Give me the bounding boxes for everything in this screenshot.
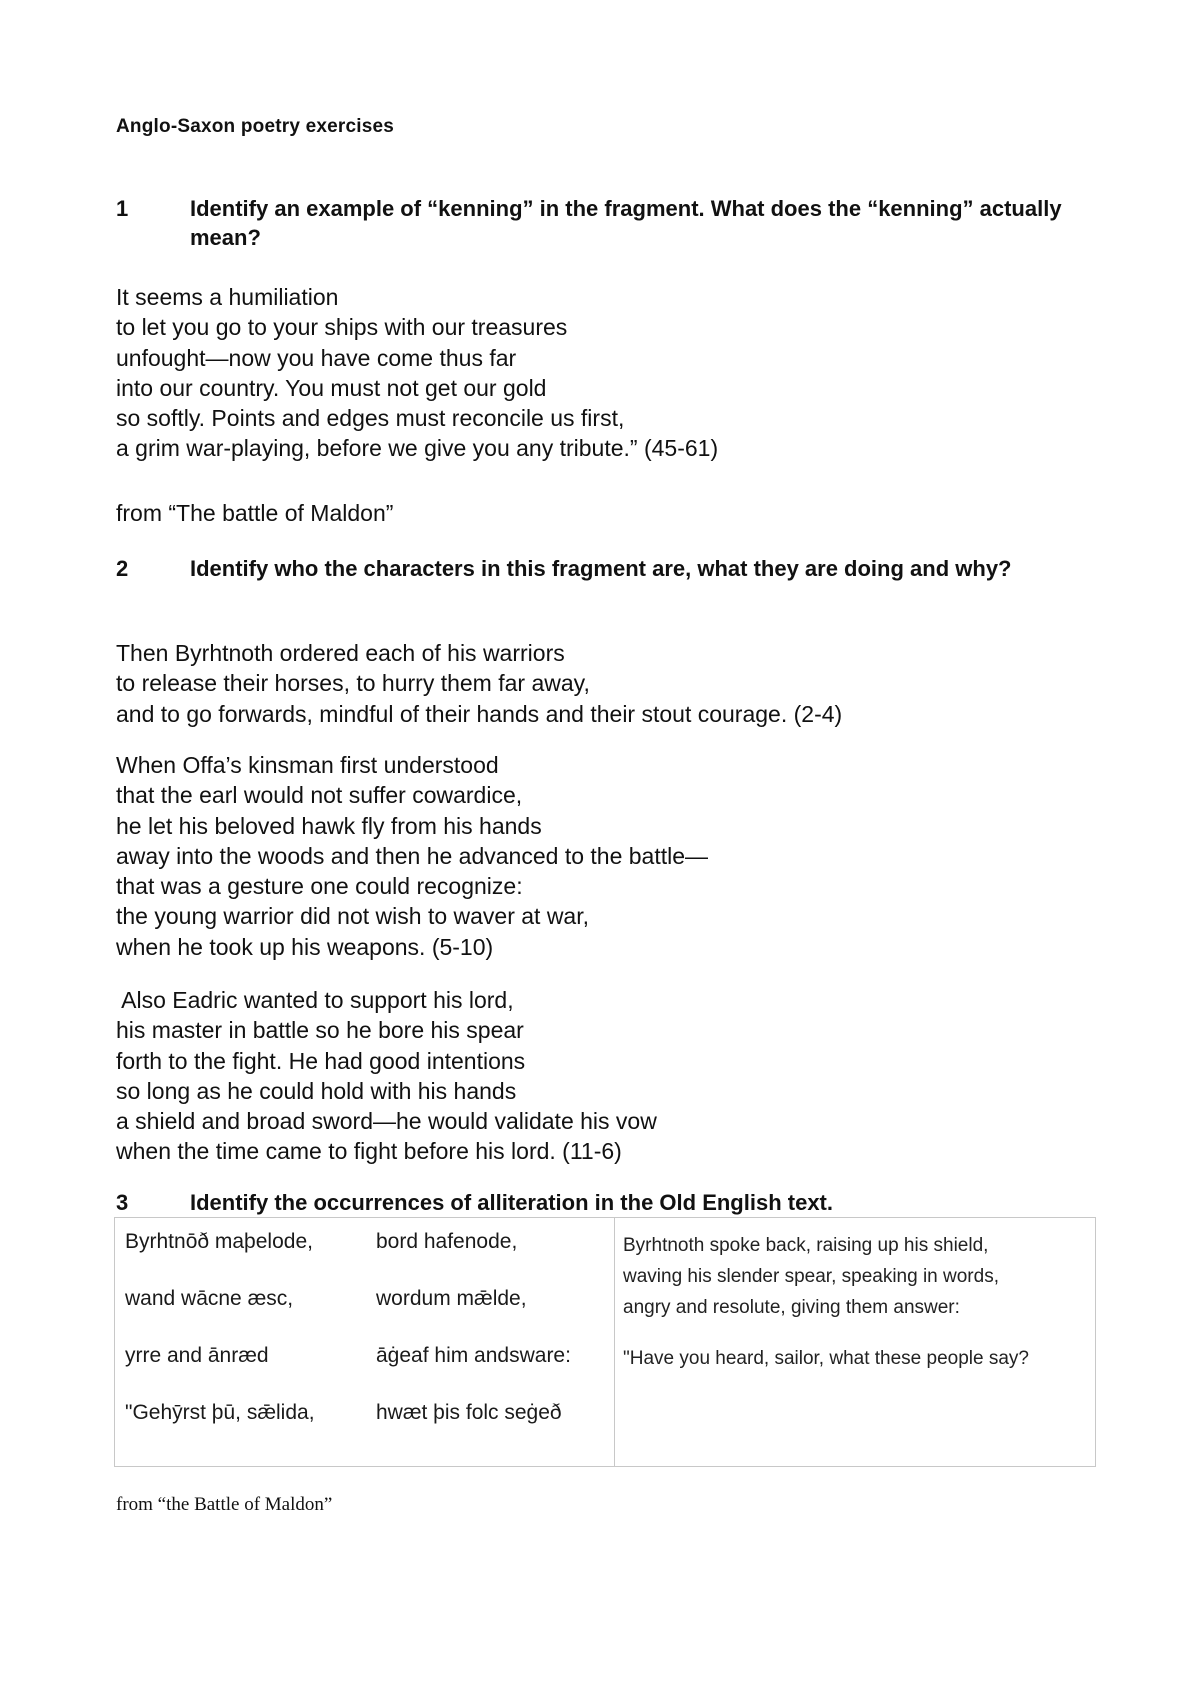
poem-fragment-2c: [116, 985, 657, 1167]
alliteration-table: [114, 1217, 1096, 1467]
poem-line: he let his beloved hawk fly from his hands: [116, 812, 542, 839]
poem-line: into our country. You must not get our gold: [116, 374, 547, 401]
poem-line: a grim war-playing, before we give you any tribute.” (45-61): [116, 435, 719, 462]
question-2: [116, 554, 1076, 583]
poem-line: Also Eadric wanted to support his lord,: [116, 987, 514, 1013]
poem-line: away into the woods and then he advanced to the battle—: [116, 842, 709, 869]
poem-fragment-2a: [116, 638, 842, 729]
question-1: [116, 194, 1076, 252]
translation-line: Byrhtnoth spoke back, raising up his shield,: [623, 1235, 989, 1256]
old-english-line: [125, 1401, 614, 1458]
question-text: Identify who the characters in this fragment are, what they are doing and why?: [190, 556, 1012, 581]
document-title: Anglo-Saxon poetry exercises: [116, 116, 395, 137]
old-english-line: [125, 1344, 614, 1401]
poem-fragment-2b: [116, 750, 708, 962]
second-half-line: wordum mǣlde,: [376, 1287, 527, 1310]
poem-line: unfought—now you have come thus far: [116, 344, 517, 371]
translation-cell: [615, 1218, 1096, 1467]
question-number: 3: [116, 1190, 129, 1215]
poem-line: forth to the fight. He had good intentions: [116, 1047, 526, 1074]
translation-line: "Have you heard, sailor, what these people say?: [623, 1348, 1029, 1369]
poem-line: When Offa’s kinsman first understood: [116, 752, 499, 778]
question-3: [116, 1188, 1076, 1217]
spacer: [623, 1323, 1095, 1343]
fragment-source: from “The battle of Maldon”: [116, 500, 394, 526]
poem-line: Then Byrhtnoth ordered each of his warriors: [116, 640, 565, 666]
poem-fragment-1: [116, 282, 718, 464]
poem-line: so long as he could hold with his hands: [116, 1077, 517, 1104]
old-english-line: [125, 1287, 614, 1344]
table-source: from “the Battle of Maldon”: [116, 1494, 333, 1515]
poem-line: that was a gesture one could recognize:: [116, 873, 523, 900]
table-row: [115, 1218, 1096, 1467]
first-half-line: wand wācne æsc,: [125, 1287, 294, 1310]
poem-line: so softly. Points and edges must reconcile us first,: [116, 405, 625, 432]
poem-line: It seems a humiliation: [116, 284, 339, 310]
poem-line: when he took up his weapons. (5-10): [116, 933, 494, 960]
poem-line: a shield and broad sword—he would validate his vow: [116, 1108, 657, 1135]
second-half-line: bord hafenode,: [376, 1230, 518, 1253]
translation-line: waving his slender spear, speaking in words,: [623, 1266, 999, 1287]
first-half-line: Byrhtnōð maþelode,: [125, 1230, 313, 1253]
question-number: 2: [116, 556, 129, 581]
poem-line: when the time came to fight before his lord. (11-6): [116, 1138, 622, 1165]
old-english-cell: [115, 1218, 615, 1467]
second-half-line: āġeaf him andsware:: [376, 1344, 571, 1367]
second-half-line: hwæt þis folc seġeð: [376, 1401, 562, 1424]
translation-line: angry and resolute, giving them answer:: [623, 1297, 960, 1318]
question-text: Identify an example of “kenning” in the fragment. What does the “kenning” actually mean?: [190, 196, 1062, 250]
old-english-line: [125, 1230, 614, 1287]
poem-line: that the earl would not suffer cowardice,: [116, 782, 523, 809]
first-half-line: "Gehȳrst þū, sǣlida,: [125, 1401, 315, 1424]
poem-line: and to go forwards, mindful of their hands and their stout courage. (2-4): [116, 700, 843, 727]
question-number: 1: [116, 196, 129, 221]
poem-line: to let you go to your ships with our treasures: [116, 314, 568, 341]
poem-line: to release their horses, to hurry them far away,: [116, 670, 590, 697]
question-text: Identify the occurrences of alliteration in the Old English text.: [190, 1190, 833, 1215]
first-half-line: yrre and ānræd: [125, 1344, 269, 1367]
poem-line: the young warrior did not wish to waver at war,: [116, 903, 590, 930]
poem-line: his master in battle so he bore his spear: [116, 1017, 524, 1044]
